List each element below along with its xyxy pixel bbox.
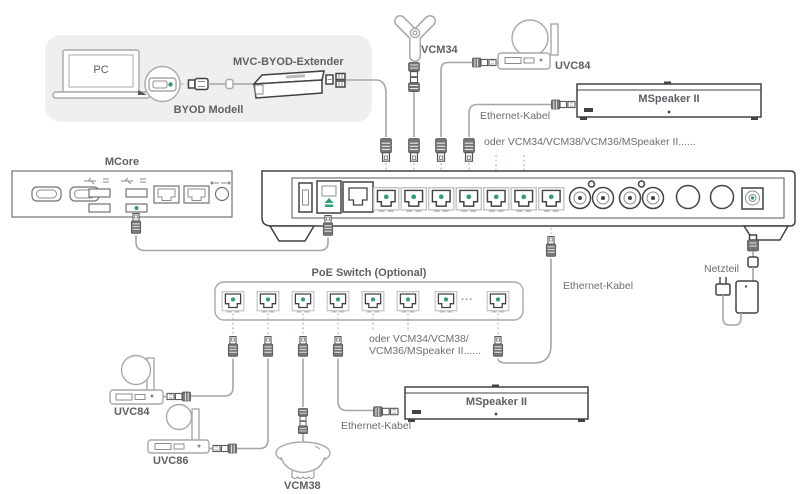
uvc84-top-cable xyxy=(441,63,472,138)
poe-port xyxy=(401,188,426,212)
power-plug-icon xyxy=(716,277,730,295)
ethernet-coupler-icon xyxy=(409,63,420,92)
poe-switch-device xyxy=(215,282,523,320)
uvc84-bottom-label: UVC84 xyxy=(114,406,150,418)
usb-dongle-icon xyxy=(145,67,180,102)
mcore-device xyxy=(12,171,232,217)
poe-port xyxy=(374,188,399,212)
usb-plug-icon xyxy=(323,216,332,236)
extender-label: MVC-BYOD-Extender xyxy=(233,56,344,68)
mcore-label: MCore xyxy=(104,156,140,168)
ethernet-plug-icon xyxy=(546,237,555,257)
poe-port xyxy=(511,188,536,212)
poe-port xyxy=(539,188,564,212)
poe-port xyxy=(429,188,454,212)
ethernet-port xyxy=(184,186,209,203)
ethernet-plug-icon xyxy=(374,407,399,416)
alternatives-bottom-label: oder VCM34/VCM38/ VCM36/MSpeaker II...... xyxy=(369,333,482,357)
ethernet-kabel-top-label: Ethernet-Kabel xyxy=(480,110,551,122)
mspeaker-bottom-label: MSpeaker II xyxy=(465,396,528,408)
ethernet-plug-icon xyxy=(472,58,496,67)
ethernet-kabel-bottom-label: Ethernet-Kabel xyxy=(341,420,412,432)
uvc84-camera-bottom xyxy=(110,356,163,405)
poe-switch-label: PoE Switch (Optional) xyxy=(311,267,427,279)
lan-port xyxy=(343,182,373,212)
usb-plug-icon xyxy=(189,79,209,90)
byod-extender-device xyxy=(254,71,324,98)
usb-a-port xyxy=(299,183,312,212)
power-adapter xyxy=(716,235,759,325)
uvc84-bottom-cable xyxy=(191,359,233,397)
poe-port xyxy=(456,188,481,212)
ethernet-plug-icon xyxy=(551,100,575,109)
uvc86-label: UVC86 xyxy=(153,455,189,467)
usb-b-port xyxy=(317,181,341,213)
console-bar-device xyxy=(262,171,795,241)
vcm34-label: VCM34 xyxy=(421,44,458,56)
round-connector xyxy=(677,186,700,209)
vcm38-label: VCM38 xyxy=(284,480,321,492)
uvc84-camera-top xyxy=(498,20,558,69)
netzteil-label: Netzteil xyxy=(704,263,740,275)
ethernet-kabel-right-label: Ethernet-Kabel xyxy=(563,280,634,292)
uvc84-top-label: UVC84 xyxy=(555,60,591,72)
vcm38-mic xyxy=(276,442,330,479)
round-connector xyxy=(711,186,734,209)
uvc86-cable xyxy=(237,359,268,449)
ellipsis-label: ... xyxy=(461,291,474,303)
power-jack xyxy=(742,188,763,209)
poe-port xyxy=(484,188,509,212)
mspeaker-top-label: MSpeaker II xyxy=(638,93,700,105)
mspeaker-bottom-cable xyxy=(338,359,373,411)
alternatives-top-label: oder VCM34/VCM38/VCM36/MSpeaker II...... xyxy=(484,136,696,148)
usb-plug-icon xyxy=(131,214,140,234)
pc-label: PC xyxy=(93,64,109,76)
byod-modell-label: BYOD Modell xyxy=(173,104,244,116)
uvc86-camera xyxy=(148,405,209,454)
ethernet-port xyxy=(154,186,179,203)
